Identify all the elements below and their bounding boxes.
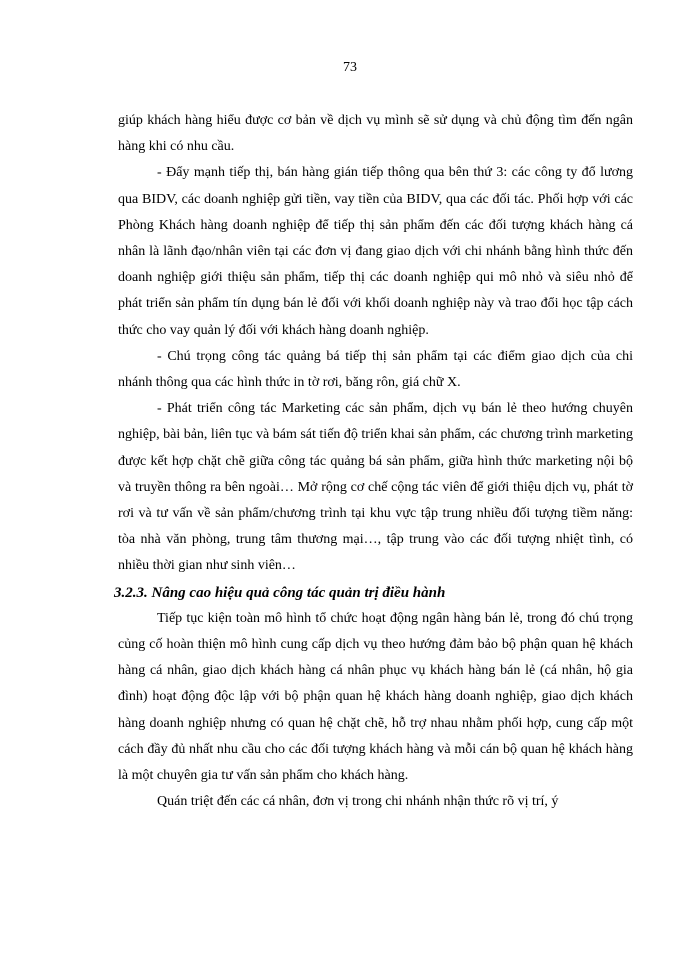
paragraph-continuation: giúp khách hàng hiểu được cơ bản về dịch vụ mình sẽ sử dụng và chủ động tìm đến ngân hàng khi có nhu cầu. [118,113,633,155]
paragraph-marketing: - Phát triển công tác Marketing các sản phẩm, dịch vụ bán lẻ theo hướng chuyên nghiệp, bài bản, liên tục và bám sát tiến độ triển khai sản phẩm, các chương trình marketing được kết hợp chặt chẽ giữa công tác quảng bá sản phẩm, giữa hình thức marketing nội bộ và truyền thông ra bên ngoài… Mở rộng cơ chế cộng tác viên để giới thiệu dịch vụ, phát tờ rơi và tư vấn về sản phẩm/chương trình tại khu vực tập trung nhiều đối tượng tiềm năng: tòa nhà văn phòng, trung tâm thương mại…, tập trung vào các đối tượng nhiệt tình, có nhiều thời gian như sinh viên… [118,401,633,574]
paragraph-advertising: - Chú trọng công tác quảng bá tiếp thị sản phẩm tại các điểm giao dịch của chi nhánh thông qua các hình thức in tờ rơi, băng rôn, giá chữ X. [118,348,633,391]
section-heading: 3.2.3. Nâng cao hiệu quả công tác quản trị điều hành [114,584,446,601]
paragraph-awareness: Quán triệt đến các cá nhân, đơn vị trong chi nhánh nhận thức rõ vị trí, ý [157,794,559,810]
document-body [114,108,633,815]
paragraph-organization: Tiếp tục kiện toàn mô hình tổ chức hoạt động ngân hàng bán lẻ, trong đó chú trọng củng cố hoàn thiện mô hình cung cấp dịch vụ theo hướng đảm bảo bộ phận quan hệ khách hàng cá nhân, giao dịch khách hàng cá nhân phục vụ khách hàng bán lẻ (cá nhân, hộ gia đình) hoạt động độc lập với bộ phận quan hệ khách hàng doanh nghiệp, giao dịch khách hàng doanh nghiệp nhưng có quan hệ chặt chẽ, hỗ trợ nhau nhằm phối hợp, cung cấp một cách đầy đủ nhất nhu cầu cho các đối tượng khách hàng và mỗi cán bộ quan hệ khách hàng là một chuyên gia tư vấn sản phẩm cho khách hàng. [118,610,633,784]
page-number: 73 [343,60,357,75]
paragraph-indirect-sales: - Đẩy mạnh tiếp thị, bán hàng gián tiếp thông qua bên thứ 3: các công ty đổ lương qua BIDV, các doanh nghiệp gửi tiền, vay tiền của BIDV, qua các đối tác. Phối hợp với các Phòng Khách hàng doanh nghiệp để tiếp thị sản phẩm đến các đối tượng khách hàng cá nhân là lãnh đạo/nhân viên tại các đơn vị đang giao dịch với chi nhánh bằng hình thức đến doanh nghiệp giới thiệu sản phẩm, tiếp thị các doanh nghiệp qui mô nhỏ và siêu nhỏ để phát triển sản phẩm tín dụng bán lẻ đối với khối doanh nghiệp này và trao đổi học tập cách thức cho vay quản lý đối với khách hàng doanh nghiệp. [118,165,633,338]
